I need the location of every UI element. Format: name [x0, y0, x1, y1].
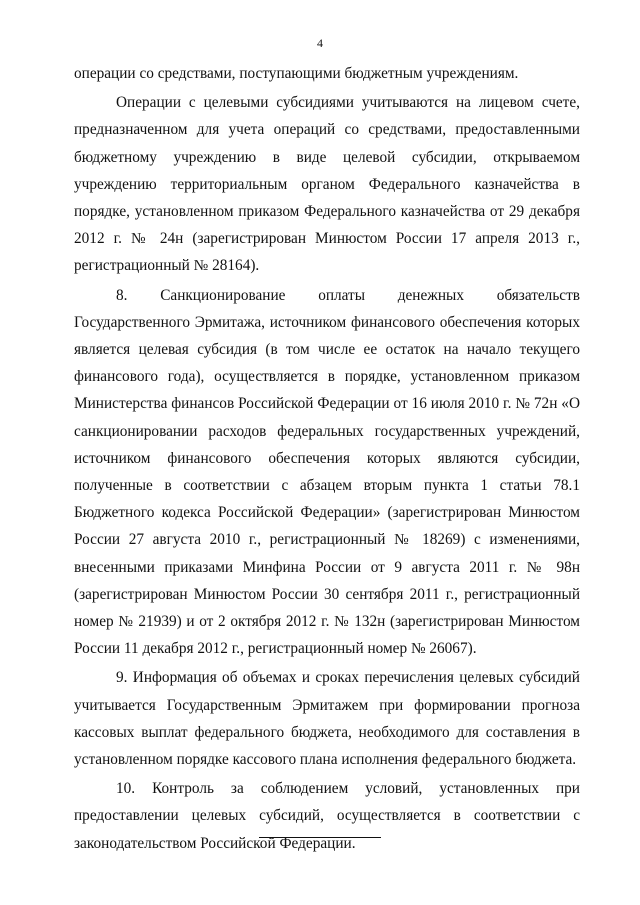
paragraph-item-9: 9. Информация об объемах и сроках перечисления целевых субсидий учитывается Государственным Эрмитажем при формировании прогноза кассовых выплат федерального бюджета, необходимого для составления в установленном порядке кассового плана исполнения федерального бюджета.: [74, 669, 580, 769]
end-rule: [259, 837, 381, 838]
page-number: 4: [317, 36, 323, 50]
document-body: [74, 60, 580, 857]
paragraph-targeted-subsidies: Операции с целевыми субсидиями учитываются на лицевом счете, предназначенном для учета операций со средствами, предоставленными бюджетному учреждению в виде целевой субсидии, открываемом учреждению территориальным органом Федерального казначейства в порядке, установленном приказом Федерального казначейства от 29 декабря 2012 г. № 24н (зарегистрирован Минюстом России 17 апреля 2013 г., регистрационный № 28164).: [74, 94, 580, 275]
paragraph-continuation: операции со средствами, поступающими бюджетным учреждениям.: [74, 65, 519, 82]
paragraph-item-10: 10. Контроль за соблюдением условий, установленных при предоставлении целевых субсидий, осуществляется в соответствии с законодательством Российской Федерации.: [74, 780, 580, 852]
paragraph-item-8: 8. Санкционирование оплаты денежных обязательств Государственного Эрмитажа, источником финансового обеспечения которых является целевая субсидия (в том числе ее остаток на начало текущего финансового года), осуществляется в порядке, установленном приказом Министерства финансов Российской Федерации от 16 июля 2010 г. № 72н «О санкционировании расходов федеральных государственных учреждений, источником финансового обеспечения которых являются субсидии, полученные в соответствии с абзацем вторым пункта 1 статьи 78.1 Бюджетного кодекса Российской Федерации» (зарегистрирован Минюстом России 27 августа 2010 г., регистрационный № 18269) с изменениями, внесенными приказами Минфина России от 9 августа 2011 г. № 98н (зарегистрирован Минюстом России 30 сентября 2011 г., регистрационный номер № 21939) и от 2 октября 2012 г. № 132н (зарегистрирован Минюстом России 11 декабря 2012 г., регистрационный номер № 26067).: [74, 286, 580, 658]
